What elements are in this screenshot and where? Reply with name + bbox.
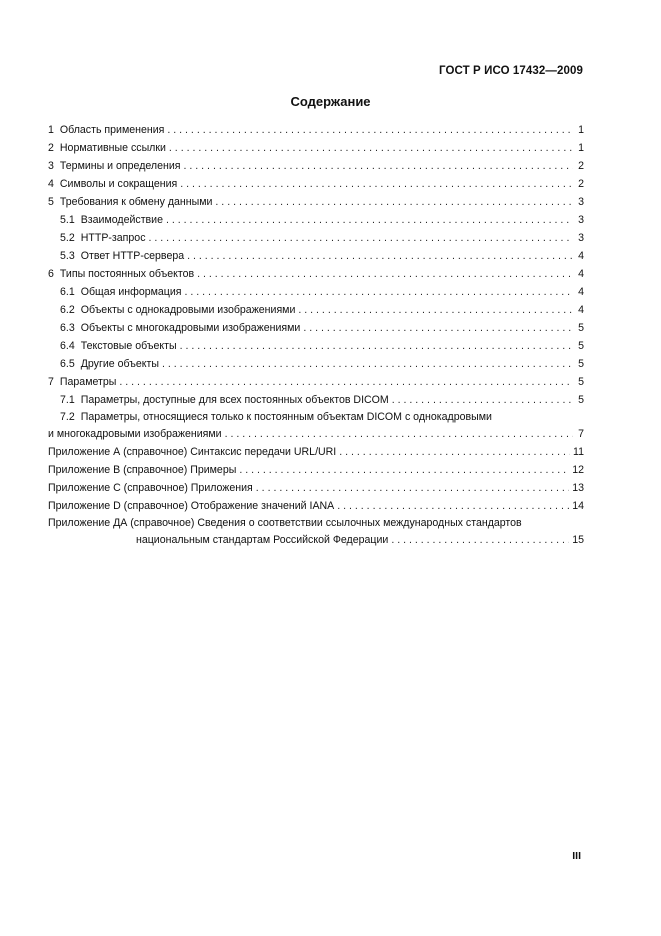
toc-entry[interactable] xyxy=(48,301,584,319)
toc-entry-number: 6.4 xyxy=(60,340,75,352)
toc-entry-page: 4 xyxy=(578,268,584,280)
toc-entry-number: 6.3 xyxy=(60,322,75,334)
toc-entry-title: Нормативные ссылки xyxy=(59,142,166,154)
toc-entry[interactable] xyxy=(48,211,584,229)
toc-entry-number: 7.1 xyxy=(60,394,75,406)
toc-entry-title-continuation: национальным стандартам Российской Федерации xyxy=(136,534,389,546)
toc-entry-page: 13 xyxy=(572,482,584,494)
dot-leader xyxy=(239,461,569,479)
toc-entry-number: 2 xyxy=(48,142,54,154)
toc-entry-page: 14 xyxy=(572,500,584,512)
dot-leader xyxy=(256,479,569,497)
toc-entry-title: Объекты с многокадровыми изображениями xyxy=(80,322,301,334)
toc-entry-continuation[interactable] xyxy=(48,531,584,549)
dot-leader xyxy=(215,193,573,211)
toc-entry-page: 11 xyxy=(573,446,584,458)
toc-entry-page: 4 xyxy=(578,304,584,316)
toc-entry[interactable] xyxy=(48,391,584,409)
toc-entry-page: 3 xyxy=(578,214,584,226)
toc-entry-title: Ответ HTTP-сервера xyxy=(80,250,185,262)
toc-entry-number: 6 xyxy=(48,268,54,280)
toc-entry-page: 1 xyxy=(578,124,584,136)
toc-entry-page: 5 xyxy=(578,340,584,352)
toc-entry-title-continuation: и многокадровыми изображениями xyxy=(48,428,222,440)
toc-entry[interactable] xyxy=(48,139,584,157)
dot-leader xyxy=(180,175,573,193)
toc-entry-title: Типы постоянных объектов xyxy=(59,268,195,280)
toc-entry-page: 4 xyxy=(578,286,584,298)
toc-entry-page: 4 xyxy=(578,250,584,262)
dot-leader xyxy=(167,121,573,139)
toc-entry-title: Параметры xyxy=(59,376,117,388)
toc-entry[interactable] xyxy=(48,337,584,355)
toc-entry-page: 15 xyxy=(572,534,584,546)
toc-entry[interactable] xyxy=(48,319,584,337)
toc-entry-number: 6.1 xyxy=(60,286,75,298)
toc-entry[interactable] xyxy=(48,247,584,265)
toc-entry-number: 1 xyxy=(48,124,54,136)
toc-entry-page: 5 xyxy=(578,358,584,370)
toc-entry[interactable] xyxy=(48,265,584,283)
toc-entry-title: Другие объекты xyxy=(80,358,159,370)
toc-entry[interactable] xyxy=(48,121,584,139)
toc-entry-title: Приложение D (справочное) Отображение значений IANA xyxy=(48,500,335,512)
toc-entry-number: 7.2 xyxy=(60,411,75,423)
toc-entry[interactable] xyxy=(48,175,584,193)
dot-leader xyxy=(169,139,573,157)
dot-leader xyxy=(392,391,573,409)
toc-entry-title: Приложение В (справочное) Примеры xyxy=(48,464,237,476)
toc-entry[interactable] xyxy=(48,193,584,211)
toc-title: Содержание xyxy=(290,94,371,109)
dot-leader xyxy=(185,283,574,301)
toc-entry-number: 5.1 xyxy=(60,214,75,226)
toc-entry-page: 2 xyxy=(578,178,584,190)
toc-entry[interactable] xyxy=(48,355,584,373)
toc-entry-page: 1 xyxy=(578,142,584,154)
toc-entry[interactable] xyxy=(48,283,584,301)
toc-entry-number: 5.2 xyxy=(60,232,75,244)
toc-entry-title: Область применения xyxy=(59,124,165,136)
page-number: III xyxy=(572,850,581,862)
toc-entry-title: Требования к обмену данными xyxy=(59,196,213,208)
dot-leader xyxy=(180,337,573,355)
toc-entry-number: 6.2 xyxy=(60,304,75,316)
toc-entry-page: 3 xyxy=(578,196,584,208)
toc-entry-annex[interactable] xyxy=(48,461,584,479)
toc-entry-title: Приложение ДА (справочное) Сведения о соответствии ссылочных международных стандартов xyxy=(48,517,522,529)
toc-entry-page: 5 xyxy=(578,376,584,388)
dot-leader xyxy=(162,355,573,373)
toc-entry[interactable] xyxy=(48,229,584,247)
toc-entry-title: Объекты с однокадровыми изображениями xyxy=(80,304,296,316)
toc-entry-page: 5 xyxy=(578,322,584,334)
toc-entry-page: 3 xyxy=(578,232,584,244)
toc-entry-annex[interactable] xyxy=(48,479,584,497)
dot-leader xyxy=(149,229,574,247)
dot-leader xyxy=(303,319,573,337)
toc-entry-number: 5.3 xyxy=(60,250,75,262)
dot-leader xyxy=(298,301,573,319)
toc-entry-title: Термины и определения xyxy=(59,160,181,172)
toc-entry[interactable] xyxy=(48,157,584,175)
toc-entry-title: Параметры, доступные для всех постоянных объектов DICOM xyxy=(80,394,389,406)
table-of-contents xyxy=(48,121,584,549)
toc-entry-annex[interactable] xyxy=(48,443,584,461)
toc-entry-continuation[interactable] xyxy=(48,425,584,443)
toc-entry-title: Взаимодействие xyxy=(80,214,163,226)
toc-entry-title: Общая информация xyxy=(80,286,182,298)
toc-entry-number: 4 xyxy=(48,178,54,190)
dot-leader xyxy=(187,247,573,265)
toc-entry-number: 5 xyxy=(48,196,54,208)
toc-entry-title: HTTP-запрос xyxy=(80,232,146,244)
toc-entry-page: 5 xyxy=(578,394,584,406)
dot-leader xyxy=(184,157,573,175)
toc-entry-title: Приложение С (справочное) Приложения xyxy=(48,482,253,494)
toc-entry-annex[interactable] xyxy=(48,515,584,531)
dot-leader xyxy=(197,265,573,283)
dot-leader xyxy=(166,211,573,229)
toc-entry-number: 7 xyxy=(48,376,54,388)
dot-leader xyxy=(225,425,573,443)
toc-entry-number: 6.5 xyxy=(60,358,75,370)
dot-leader xyxy=(337,497,569,515)
toc-entry-page: 12 xyxy=(572,464,584,476)
toc-entry-number: 3 xyxy=(48,160,54,172)
dot-leader xyxy=(339,443,570,461)
toc-entry-page: 2 xyxy=(578,160,584,172)
toc-entry-title: Параметры, относящиеся только к постоянным объектам DICOM с однокадровыми xyxy=(80,411,492,423)
document-id: ГОСТ Р ИСО 17432—2009 xyxy=(438,65,583,77)
toc-entry[interactable] xyxy=(48,373,584,391)
dot-leader xyxy=(119,373,573,391)
toc-entry[interactable] xyxy=(48,409,584,425)
toc-entry-page: 7 xyxy=(578,428,584,440)
toc-entry-annex[interactable] xyxy=(48,497,584,515)
dot-leader xyxy=(391,531,569,549)
toc-entry-title: Текстовые объекты xyxy=(80,340,177,352)
toc-entry-title: Символы и сокращения xyxy=(59,178,178,190)
toc-entry-title: Приложение А (справочное) Синтаксис передачи URL/URI xyxy=(48,446,337,458)
